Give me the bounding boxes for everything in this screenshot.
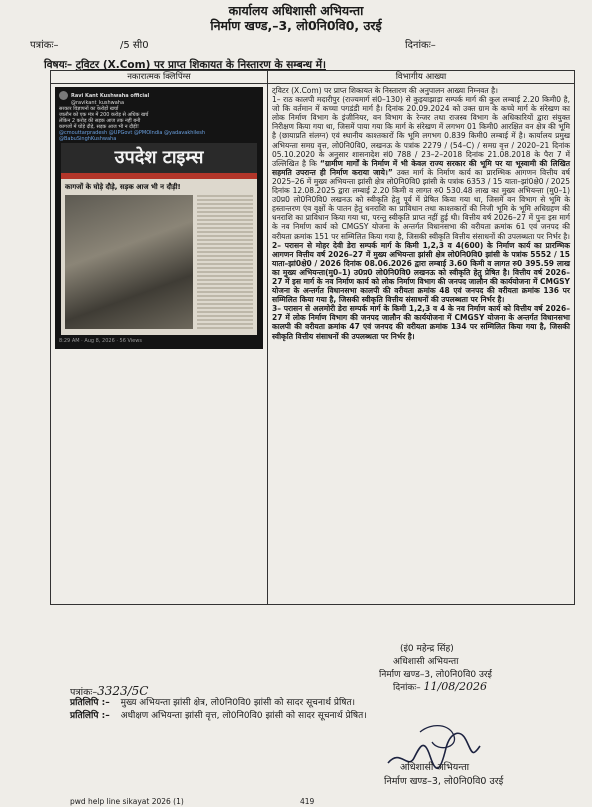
copy-line <box>70 695 355 708</box>
report-body <box>268 84 574 343</box>
report-point-1a: 1– राठ कालपी मदारीपुर (राज्यमार्ग सं0–130) से कुइयाझाड़ा सम्पर्क मार्ग की कुल लम्बाई 2.20 किमी0 है, जो कि वर्तमान में कच्चा पगडंडी मार्ग है। दिनांक 20.09.2024 को उक्त ग्राम के कच्चे मार्ग के संरेखण का लोक निर्माण विभाग के इंजीनियर, वन विभाग के रेन्जर तथा राजस्व विभाग के अधिकारियों द्वारा संयुक्त निरीक्षण किया गया था, जिसमें पाया गया कि मार्ग के संरेखण में लगभग 01 किमी0 आरक्षित वन क्षेत्र की भूमि है (छायाप्रति संलग्न) एवं स्थानीय काश्तकारों कि भूमि लगभग 0.839 किमी0 लम्बाई में है। कार्यालय प्रमुख अभियन्ता समग्र वृत्त, लो0नि0वि0, लखनऊ के पत्रांक 2279 / (54–C) / समग्र वृत्त / 2020–21 दिनांक 05.10.2020 के अनुसार शासनादेश सं0 788 / 23–2–2018 दिनांक 21.08.2018 के पैरा 7 में उल्लिखित है कि <box>272 95 570 168</box>
tweet-footer: 8:29 AM · Aug 8, 2026 · 56 Views <box>59 338 142 344</box>
patrank-label: पत्रांकः– <box>30 40 59 51</box>
office-title: कार्यालय अधिशासी अभियन्ता <box>228 3 364 18</box>
file-name: pwd help line sikayat 2026 (1) <box>70 797 184 806</box>
tweet-account: Ravi Kant Kushwaha official <box>71 93 150 99</box>
tweet-header <box>59 91 259 142</box>
copy-label: प्रतिलिपि :– <box>70 698 110 708</box>
tweet-mentions: @cmouttarpradesh @UPGovt @PMOIndia @yadavakhilesh @BabuSinghKushwaha <box>59 130 206 142</box>
signatory-designation: अधिशासी अभियन्ता <box>393 657 459 667</box>
report-intro: ट्विटर (X.Com) पर प्राप्त शिकायत के निस्तारण की अनुपालन आख्या निम्नवत है। <box>272 86 498 95</box>
report-cell <box>268 84 575 605</box>
subject-text: ट्विटर (X.Com) पर प्राप्त शिकायत के निस्तारण के सम्बन्ध में। <box>75 59 326 71</box>
newspaper-masthead: उपदेश टाइम्स <box>61 143 257 177</box>
road-photo <box>65 195 193 329</box>
tweet-screenshot <box>55 87 263 349</box>
tweet-line: जालौन को एक मंत्र में 200 करोड़ से अधिक खर्च <box>59 112 149 118</box>
clipping-cell <box>51 84 268 605</box>
col-header-report: विभागीय आख्या <box>268 71 575 84</box>
bottom-designation: अधिशासी अभियन्ता <box>400 762 470 773</box>
signatory-office: निर्माण खण्ड–3, लो0नि0वि0 उरई <box>379 670 492 680</box>
office-division: निर्माण खण्ड,–3, लो0नि0वि0, उरई <box>210 18 382 33</box>
copy-text: मुख्य अभियन्ता झांसी क्षेत्र, लो0नि0वि0 झांसी को सादर सूचनार्थ प्रेषित। <box>120 698 356 708</box>
masthead-strip <box>61 173 257 179</box>
tweet-handle: @ravikant_kushwaha <box>71 100 125 106</box>
col-header-clippings: नकारात्मक क्लिपिंग्स <box>51 71 268 84</box>
sign-date-label: दिनांकः– <box>393 683 421 693</box>
report-point-2: 2– परासन से मोहर देवी डेरा सम्पर्क मार्ग के किमी 1,2,3 व 4(600) के निर्माण कार्य का प्रारम्भिक आगणन वित्तीय वर्ष 2026–27 में मुख्य अभियन्ता झांसी क्षेत्र लो0नि0वि0 झांसी के पत्रांक 5552 / 15 याता–झां0क्षे0 / 2026 दिनांक 08.06.2026 द्वारा लम्बाई 3.60 किमी व लागत रु0 395.59 लाख का मुख्य अभियन्ता(मु0–1) उ0प्र0 लो0नि0वि0 लखनऊ को स्वीकृति हेतु प्रेषित है। वित्तीय वर्ष 2026–27 में इस मार्ग के नव निर्माण कार्य को लोक निर्माण विभाग की जनपद जालौन की कार्ययोजना में CMGSY योजना के अन्तर्गत विधानसभा कालपी की वरीयता क्रमांक 48 एवं जनपद की वरीयता क्रमांक 136 पर सम्मिलित किया गया है, जिसकी स्वीकृति वित्तीय संसाधनों की उपलब्धता पर निर्भर है। <box>272 240 570 305</box>
report-point-3: 3– परासन से अलमोरी डेरा सम्पर्क मार्ग के किमी 1,2,3 व 4 के नव निर्माण कार्य को वित्तीय वर्ष 2026–27 में लोक निर्माण विभाग की जनपद जालौन की कार्ययोजना में CMGSY योजना के अन्तर्गत विधानसभा कालपी की वरीयता क्रमांक 47 एवं जनपद की वरीयता क्रमांक 134 पर सम्मिलित किया गया है, जिसकी स्वीकृति वित्तीय संसाधनों की उपलब्धता पर निर्भर है। <box>272 304 570 341</box>
tweet-line: लेकिन 2 करोड़ की सड़क आज तक नहीं बनी <box>59 118 141 124</box>
copy-line <box>70 708 367 721</box>
signatory-name: (इं0 महेन्द्र सिंह) <box>400 644 454 654</box>
page-number: 419 <box>300 797 315 806</box>
tweet-line: सरकार विज्ञापनों का करोड़ों खर्चा <box>59 106 119 112</box>
newspaper-clipping <box>61 143 257 335</box>
dinank-label: दिनांकः– <box>405 40 436 51</box>
lower-patrank-value: 3323/5C <box>97 684 149 698</box>
lower-patrank-label: पत्रांकः– <box>70 687 98 698</box>
bottom-office: निर्माण खण्ड–3, लो0नि0वि0 उरई <box>384 776 504 787</box>
copy-text: अधीक्षण अभियन्ता झांसी वृत्त, लो0नि0वि0 झांसी को सादर सूचनार्थ प्रेषित। <box>120 711 367 721</box>
sign-date-value: 11/08/2026 <box>423 680 487 693</box>
subject-label: विषयः– <box>44 59 73 71</box>
tweet-line: कागजों में घोड़े दौड़े, सड़क आज भी न दौड़ी! <box>59 124 140 130</box>
newspaper-columns <box>197 195 253 329</box>
patrank-suffix: /5 सी0 <box>120 40 149 51</box>
report-table <box>50 70 575 605</box>
report-point-1-quote: “ग्रामीण मार्गों के निर्माण में भी केवल राज्य सरकार की भूमि पर या भूस्वामी की लिखित सहमति उपरान्त ही निर्माण कराया जाये।” <box>272 158 570 177</box>
sign-date <box>393 680 487 693</box>
report-point-1b: उक्त मार्ग के निर्माण कार्य का प्रारम्भिक आगणन वित्तीय वर्ष 2025–26 में मुख्य अभियन्ता झांसी क्षेत्र लो0नि0वि0 झांसी के पत्रांक 6353 / 15 याता–झां0क्षे0 / 2025 दिनांक 12.08.2025 द्वारा लम्बाई 2.20 किमी व लागत रु0 530.48 लाख का मुख्य अभियन्ता (मु0–1) उ0प्र0 लो0नि0वि0 लखनऊ को स्वीकृति हेतु पूर्व में प्रेषित किया गया था, जिसमें वन विभाग से भूमि के हस्तान्तरण एंव वृक्षों के पातन हेतु धनराशि का प्राविधान तथा काश्तकारों की निजी भूमि के भूमि अधिग्रहण की धनराशि का प्राविधान किया गया था, परन्तु स्वीकृति प्राप्त नहीं हुई थी। वित्तीय वर्ष 2026–27 में पुनः इस मार्ग के नव निर्माण कार्य को CMGSY योजना के अन्तर्गत विधानसभा की वरीयता क्रमांक 61 एवं जनपद की वरीयता क्रमांक 151 पर सम्मिलित किया गया है, जिसकी स्वीकृति वित्तीय संसाधनों की उपलब्धता पर निर्भर है। <box>272 167 571 241</box>
avatar <box>59 91 68 100</box>
copy-label: प्रतिलिपि :– <box>70 711 110 721</box>
newspaper-headline: कागजों के घोड़े दौड़े, सड़क आज भी न दौड़ी! <box>65 183 181 191</box>
